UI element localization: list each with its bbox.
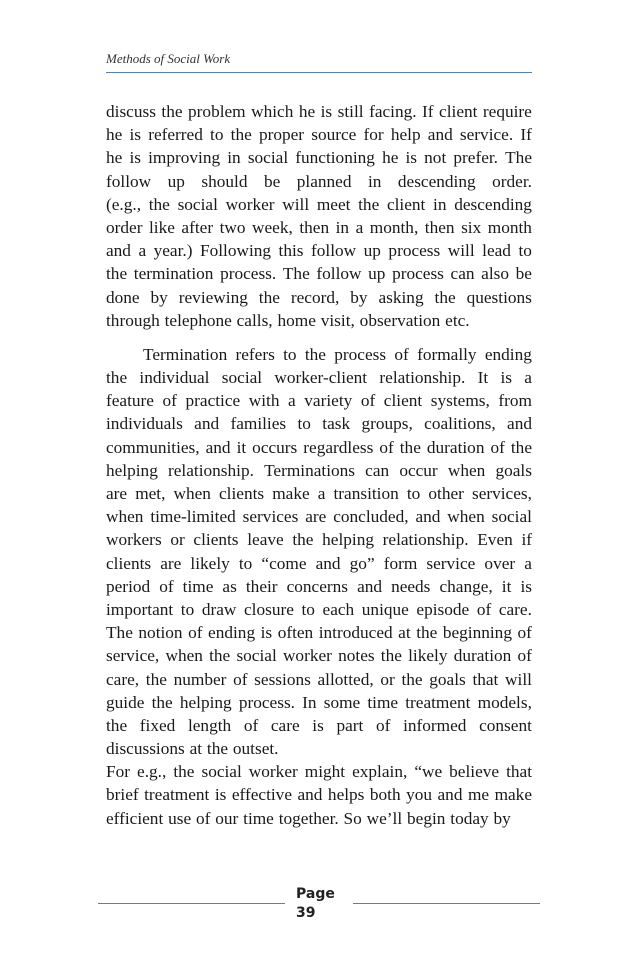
text-line: done by reviewing the record, by asking the questions	[106, 287, 532, 307]
running-header	[106, 52, 532, 73]
paragraph-gap	[106, 332, 532, 343]
text-line: are met, when clients make a transition to other services,	[106, 484, 532, 503]
text-line: through telephone calls, home visit, observation etc.	[106, 310, 470, 330]
paragraph	[106, 100, 532, 332]
text-line: helping relationship. Terminations can occur when goals	[106, 460, 532, 480]
text-line: Termination refers to the process of formally ending	[143, 344, 532, 364]
body-text	[106, 100, 532, 830]
text-line: care, the number of sessions allotted, or the goals that will	[106, 669, 532, 689]
text-line: (e.g., the social worker will meet the client in descending	[106, 194, 532, 214]
footer-rule-right	[353, 903, 540, 904]
running-header-title: Methods of Social Work	[106, 51, 231, 66]
text-line: service, when the social worker notes the likely duration of	[106, 646, 532, 666]
text-line: workers or clients leave the helping relationship. Even if	[106, 530, 532, 550]
text-line: communities, and it occurs regardless of the duration of the	[106, 437, 532, 457]
text-line: clients are likely to “come and go” form service over a	[106, 553, 532, 573]
page-label: Page	[296, 886, 335, 902]
text-line: The notion of ending is often introduced at the beginning of	[106, 623, 532, 643]
text-line: discussions at the outset.	[106, 739, 279, 759]
text-line: brief treatment is effective and helps both you and me make	[106, 785, 532, 805]
text-line: feature of practice with a variety of client systems, from	[106, 391, 532, 411]
text-line: guide the helping process. In some time treatment models,	[106, 692, 532, 712]
text-line: when time-limited services are concluded, and when social	[106, 507, 532, 527]
text-line: he is referred to the proper source for help and service. If	[106, 125, 532, 145]
text-line: follow up should be planned in descending order.	[106, 171, 532, 191]
text-line: the fixed length of care is part of informed consent	[106, 715, 532, 735]
text-line: the termination process. The follow up process can also be	[106, 264, 532, 284]
text-line: period of time as their concerns and needs change, it is	[106, 576, 532, 596]
text-line: and a year.) Following this follow up process will lead to	[106, 241, 532, 261]
page-number-value: 39	[296, 905, 316, 921]
text-line: efficient use of our time together. So we’ll begin today by	[106, 808, 511, 828]
text-line: discuss the problem which he is still facing. If client require	[106, 102, 532, 121]
page-number	[296, 885, 344, 923]
text-line: individuals and families to task groups, coalitions, and	[106, 414, 532, 434]
text-line: important to draw closure to each unique episode of care.	[106, 599, 532, 619]
paragraph	[106, 343, 532, 830]
text-line: he is improving in social functioning he is not prefer. The	[106, 148, 532, 168]
text-line: For e.g., the social worker might explain, “we believe that	[106, 762, 532, 782]
footer-rule-left	[98, 903, 285, 904]
text-line: the individual social worker-client relationship. It is a	[106, 368, 532, 388]
text-line: order like after two week, then in a month, then six month	[106, 217, 532, 237]
